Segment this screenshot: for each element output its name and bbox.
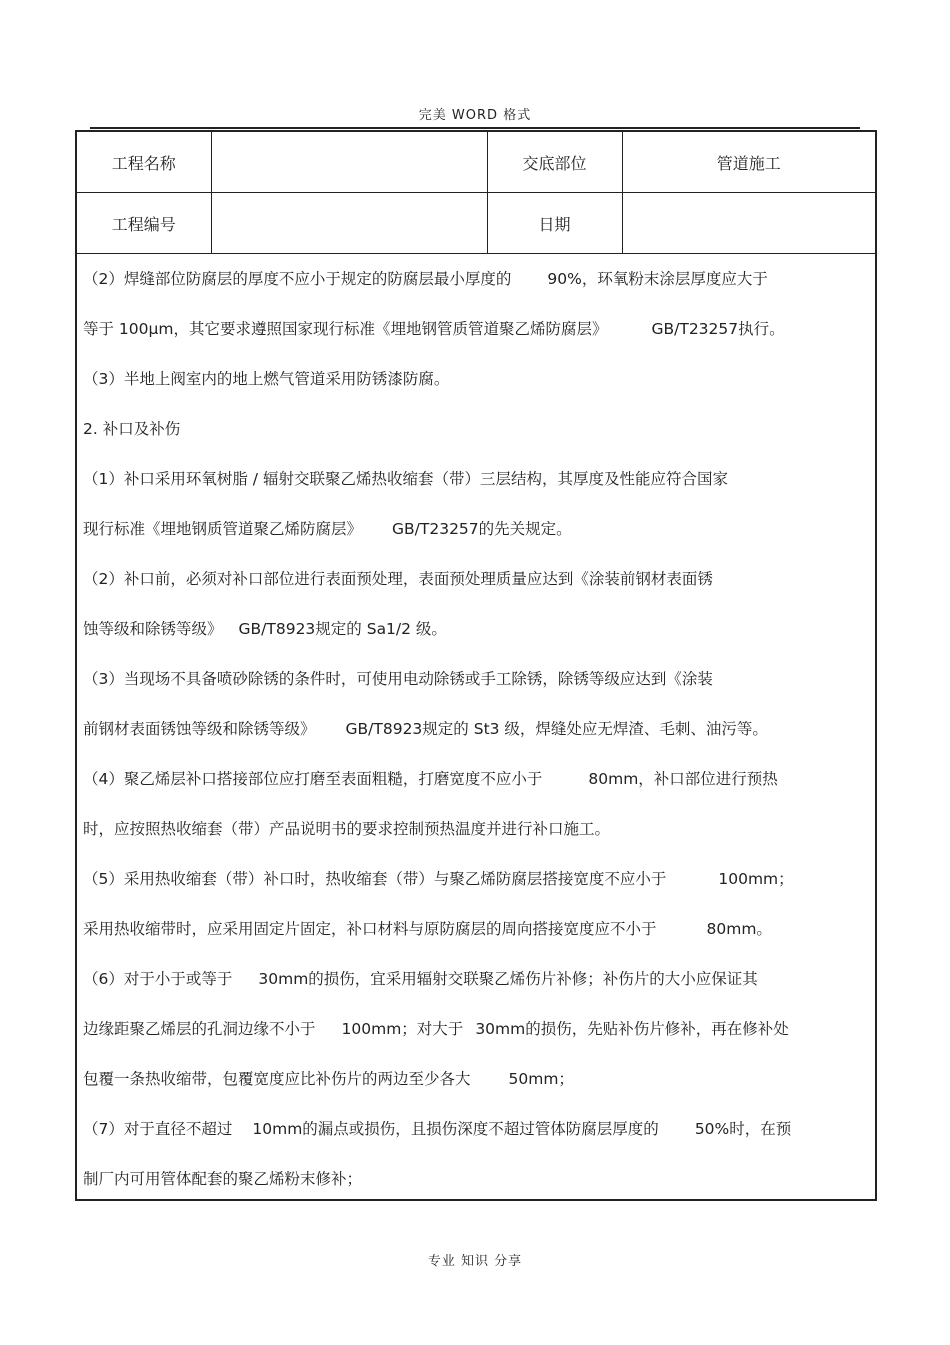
page-footer: 专业 知识 分享 — [427, 1254, 523, 1269]
text-line — [83, 454, 869, 504]
line-seg: 边缘距聚乙烯层的孔洞边缘不小于 — [83, 1020, 316, 1038]
line-seg: 蚀等级和除锈等级》 — [83, 620, 223, 638]
line-seg: GB/T8923规定的 St3 级，焊缝处应无焊渣、毛刺、油污等。 — [345, 720, 768, 738]
text-line — [83, 904, 869, 954]
text-line — [83, 954, 869, 1004]
line-seg: （3）半地上阀室内的地上燃气管道采用防锈漆防腐。 — [83, 370, 450, 388]
line-seg: 2. 补口及补伤 — [83, 420, 181, 438]
project-name-value — [211, 132, 487, 193]
header-rule — [90, 127, 860, 129]
line-seg: （2）补口前，必须对补口部位进行表面预处理，表面预处理质量应达到《涂装前钢材表面锈 — [83, 570, 713, 588]
line-seg: 包覆一条热收缩带，包覆宽度应比补伤片的两边至少各大 — [83, 1070, 471, 1088]
text-line — [83, 304, 869, 354]
line-seg: （1）补口采用环氧树脂 / 辐射交联聚乙烯热收缩套（带）三层结构，其厚度及性能应符合国家 — [83, 470, 728, 488]
text-line — [83, 854, 869, 904]
date-value — [622, 193, 875, 254]
line-seg: 采用热收缩带时，应采用固定片固定，补口材料与原防腐层的周向搭接宽度应不小于 — [83, 920, 657, 938]
body-text — [83, 254, 869, 1204]
text-line — [83, 1104, 869, 1154]
line-seg: 时，应按照热收缩套（带）产品说明书的要求控制预热温度并进行补口施工。 — [83, 820, 611, 838]
text-line — [83, 754, 869, 804]
text-line — [83, 354, 869, 404]
project-no-label: 工程编号 — [77, 193, 211, 254]
line-seg: 100mm； — [718, 870, 794, 888]
line-seg: 10mm的漏点或损伤，且损伤深度不超过管体防腐层厚度的 — [252, 1120, 659, 1138]
document-frame — [75, 130, 877, 1201]
line-seg: 80mm，补口部位进行预热 — [588, 770, 778, 788]
info-row-2 — [77, 193, 875, 254]
page-header: 完美 WORD 格式 — [418, 108, 532, 123]
text-line — [83, 404, 869, 454]
line-seg: GB/T8923规定的 Sa1/2 级。 — [238, 620, 447, 638]
info-table — [77, 132, 875, 254]
line-seg: 50%时，在预 — [694, 1120, 792, 1138]
text-line — [83, 604, 869, 654]
line-seg: 90%，环氧粉末涂层厚度应大于 — [547, 270, 768, 288]
line-seg: 30mm的损伤，先贴补伤片修补，再在修补处 — [475, 1020, 789, 1038]
line-seg: （7）对于直径不超过 — [83, 1120, 233, 1138]
text-line — [83, 704, 869, 754]
text-line — [83, 504, 869, 554]
line-seg: （5）采用热收缩套（带）补口时，热收缩套（带）与聚乙烯防腐层搭接宽度不应小于 — [83, 870, 667, 888]
text-line — [83, 654, 869, 704]
line-seg: 50mm； — [508, 1070, 574, 1088]
text-line — [83, 1154, 869, 1204]
line-seg: （2）焊缝部位防腐层的厚度不应小于规定的防腐层最小厚度的 — [83, 270, 512, 288]
handover-part-value: 管道施工 — [622, 132, 875, 193]
line-seg: 80mm。 — [706, 920, 772, 938]
line-seg: 30mm的损伤，宜采用辐射交联聚乙烯伤片补修；补伤片的大小应保证其 — [258, 970, 758, 988]
text-line — [83, 1054, 869, 1104]
handover-part-label: 交底部位 — [487, 132, 622, 193]
line-seg: 现行标准《埋地钢质管道聚乙烯防腐层》 — [83, 520, 363, 538]
line-seg: 等于 100μm，其它要求遵照国家现行标准《埋地钢管质管道聚乙烯防腐层》 — [83, 320, 608, 338]
text-line — [83, 804, 869, 854]
project-name-label: 工程名称 — [77, 132, 211, 193]
line-seg: GB/T23257的先关规定。 — [392, 520, 572, 538]
text-line — [83, 1004, 869, 1054]
line-seg: 100mm；对大于 — [341, 1020, 464, 1038]
project-no-value — [211, 193, 487, 254]
line-seg: （3）当现场不具备喷砂除锈的条件时，可使用电动除锈或手工除锈，除锈等级应达到《涂装 — [83, 670, 713, 688]
date-label: 日期 — [487, 193, 622, 254]
line-seg: 前钢材表面锈蚀等级和除锈等级》 — [83, 720, 316, 738]
info-row-1 — [77, 132, 875, 193]
line-seg: GB/T23257执行。 — [651, 320, 785, 338]
text-line — [83, 554, 869, 604]
text-line — [83, 254, 869, 304]
line-seg: （4）聚乙烯层补口搭接部位应打磨至表面粗糙，打磨宽度不应小于 — [83, 770, 543, 788]
line-seg: （6）对于小于或等于 — [83, 970, 233, 988]
line-seg: 制厂内可用管体配套的聚乙烯粉末修补； — [83, 1170, 363, 1188]
